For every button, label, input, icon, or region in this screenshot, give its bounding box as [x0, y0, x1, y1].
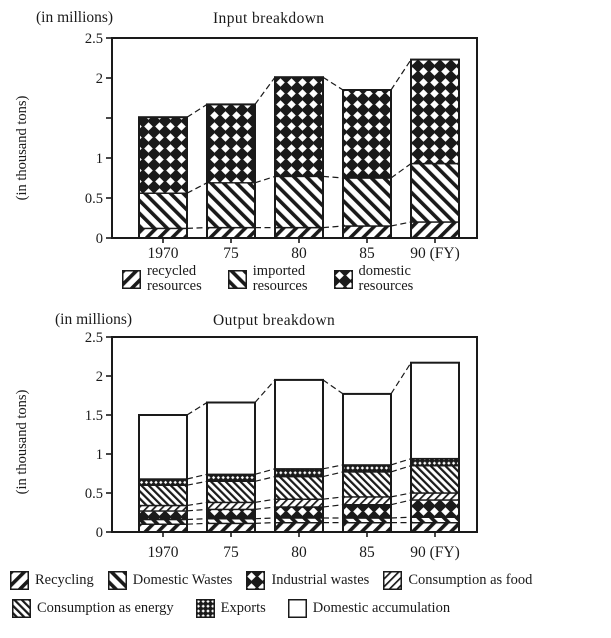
input-chart-title: Input breakdown [213, 10, 325, 27]
svg-text:80: 80 [291, 544, 307, 561]
legend-item-domestic-resources [334, 264, 414, 294]
svg-text:85: 85 [359, 245, 375, 262]
legend-label: resources [147, 278, 202, 294]
svg-text:1: 1 [95, 447, 103, 463]
svg-text:1970: 1970 [147, 245, 179, 262]
svg-text:(in thousand tons): (in thousand tons) [14, 95, 30, 201]
legend-item-exports [196, 599, 266, 618]
legend-label: resources [358, 278, 414, 294]
input-chart-unit-note: (in millions) [36, 9, 114, 26]
svg-text:2.5: 2.5 [84, 330, 103, 346]
svg-text:2.5: 2.5 [84, 31, 103, 47]
svg-text:90 (FY): 90 (FY) [410, 544, 460, 561]
legend-label: imported [252, 263, 306, 279]
svg-text:2: 2 [95, 369, 103, 385]
legend-item-consumption-as-energy [12, 599, 174, 618]
legend-label: Domestic Wastes [132, 572, 233, 588]
legend-label: Consumption as food [408, 572, 533, 588]
svg-text:85: 85 [359, 544, 375, 561]
legend-label: Recycling [35, 572, 94, 588]
legend-label: Consumption as energy [37, 600, 174, 616]
consumption-as-energy-swatch-icon [12, 599, 31, 618]
legend-label: resources [252, 278, 308, 294]
domestic-accumulation-swatch-icon [288, 599, 307, 618]
output-chart-legend-row-1 [10, 571, 532, 590]
legend-item-imported-resources [228, 264, 308, 294]
consumption-as-food-swatch-icon [383, 571, 402, 590]
domestic-resources-swatch-icon [334, 270, 353, 289]
legend-item-consumption-as-food [383, 571, 532, 590]
svg-text:1: 1 [95, 151, 103, 167]
svg-text:75: 75 [223, 245, 239, 262]
svg-text:75: 75 [223, 544, 239, 561]
exports-swatch-icon [196, 599, 215, 618]
recycling-swatch-icon [10, 571, 29, 590]
output-chart-legend-row-2 [12, 599, 450, 618]
legend-label: Industrial wastes [271, 572, 370, 588]
industrial-wastes-swatch-icon [246, 571, 265, 590]
legend-item-domestic-accumulation [288, 599, 450, 618]
svg-text:0.5: 0.5 [84, 191, 103, 207]
legend-item-recycling [10, 571, 94, 590]
legend-label: Domestic accumulation [312, 600, 451, 616]
recycled-resources-swatch-icon [122, 270, 141, 289]
legend-item-domestic-wastes [108, 571, 233, 590]
svg-text:0.5: 0.5 [84, 486, 103, 502]
legend-item-recycled-resources [122, 264, 202, 294]
svg-text:2: 2 [95, 71, 103, 87]
svg-text:0: 0 [95, 231, 103, 247]
svg-text:(in thousand tons): (in thousand tons) [14, 389, 30, 495]
legend-label: Exports [220, 600, 266, 616]
svg-text:1970: 1970 [147, 544, 179, 561]
domestic-wastes-swatch-icon [108, 571, 127, 590]
output-chart-unit-note: (in millions) [55, 311, 133, 328]
imported-resources-swatch-icon [228, 270, 247, 289]
legend-label: recycled [147, 263, 197, 279]
legend-item-industrial-wastes [246, 571, 369, 590]
svg-text:80: 80 [291, 245, 307, 262]
output-chart-title: Output breakdown [213, 312, 336, 329]
svg-text:1.5: 1.5 [84, 408, 103, 424]
svg-text:0: 0 [95, 525, 103, 541]
input-chart-legend [122, 264, 413, 294]
legend-label: domestic [358, 263, 411, 279]
svg-text:90 (FY): 90 (FY) [410, 245, 460, 262]
